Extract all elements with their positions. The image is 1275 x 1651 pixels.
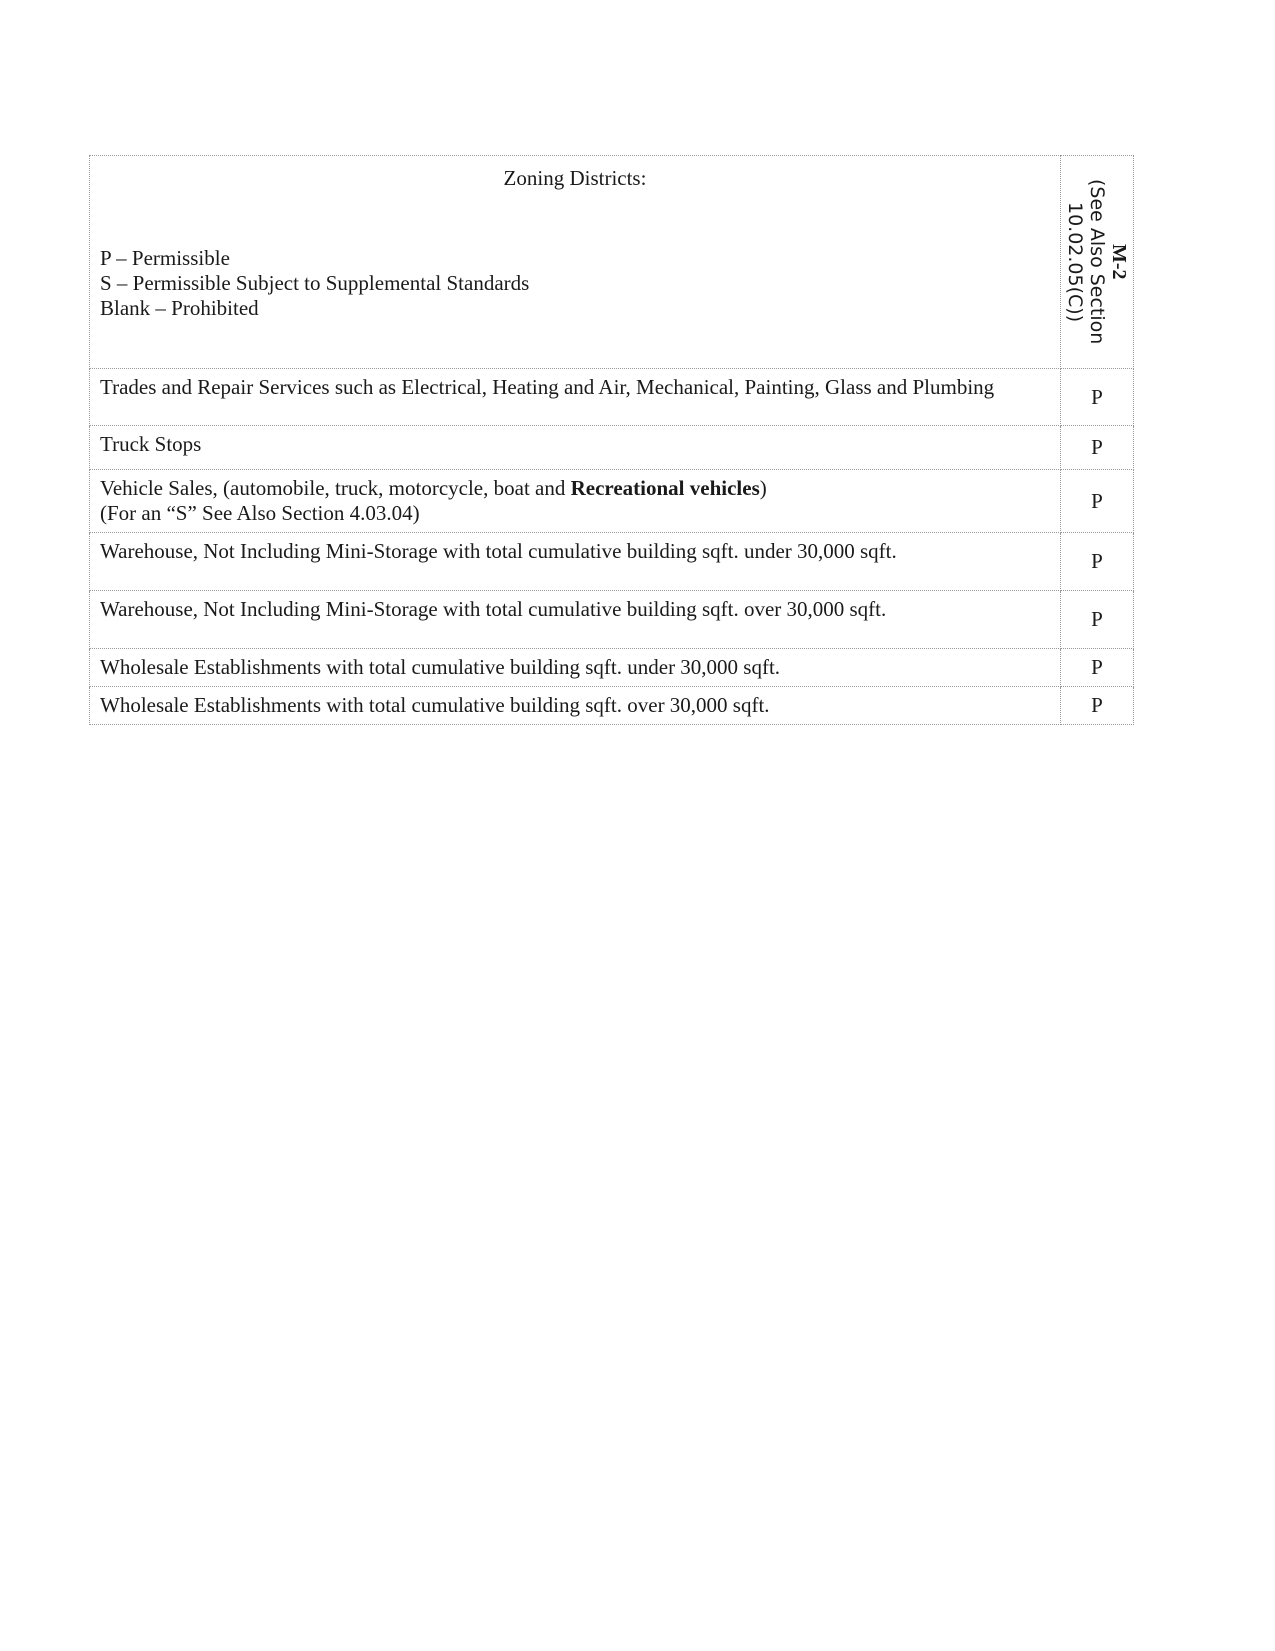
use-text-bold: Recreational vehicles xyxy=(570,476,760,500)
value-cell: P xyxy=(1061,591,1134,649)
value-cell: P xyxy=(1061,687,1134,725)
table-row xyxy=(90,649,1134,687)
table-row xyxy=(90,470,1134,533)
use-note: (For an “S” See Also Section 4.03.04) xyxy=(100,501,420,525)
table-row xyxy=(90,369,1134,426)
header-row xyxy=(90,156,1134,369)
legend-item: P – Permissible xyxy=(100,246,230,270)
use-cell: Truck Stops xyxy=(90,426,1061,470)
value-cell: P xyxy=(1061,470,1134,533)
value-cell: P xyxy=(1061,533,1134,591)
legend xyxy=(100,246,1050,321)
header-cell xyxy=(90,156,1061,369)
zoning-table xyxy=(89,155,1134,725)
use-cell: Wholesale Establishments with total cumulative building sqft. under 30,000 sqft. xyxy=(90,649,1061,687)
use-cell: Wholesale Establishments with total cumulative building sqft. over 30,000 sqft. xyxy=(90,687,1061,725)
use-cell: Warehouse, Not Including Mini-Storage with total cumulative building sqft. under 30,000 sqft. xyxy=(90,533,1061,591)
value-cell: P xyxy=(1061,369,1134,426)
use-cell: Trades and Repair Services such as Electrical, Heating and Air, Mechanical, Painting, Glass and Plumbing xyxy=(90,369,1061,426)
use-text: Vehicle Sales, (automobile, truck, motorcycle, boat and xyxy=(100,476,571,500)
legend-item: Blank – Prohibited xyxy=(100,296,259,320)
table-row xyxy=(90,426,1134,470)
use-text: ) xyxy=(759,476,767,500)
use-cell xyxy=(90,470,1061,533)
value-cell: P xyxy=(1061,649,1134,687)
table-row xyxy=(90,591,1134,649)
value-cell: P xyxy=(1061,426,1134,470)
district-note: 10.02.05(C)) xyxy=(1064,201,1086,323)
district-code: M-2 xyxy=(1108,244,1130,280)
table-row xyxy=(90,687,1134,725)
district-header xyxy=(1061,156,1134,369)
use-cell: Warehouse, Not Including Mini-Storage with total cumulative building sqft. over 30,000 sqft. xyxy=(90,591,1061,649)
table-row xyxy=(90,533,1134,591)
district-note: (See Also Section xyxy=(1086,179,1108,345)
table-title: Zoning Districts: xyxy=(503,166,647,190)
legend-item: S – Permissible Subject to Supplemental Standards xyxy=(100,271,530,295)
